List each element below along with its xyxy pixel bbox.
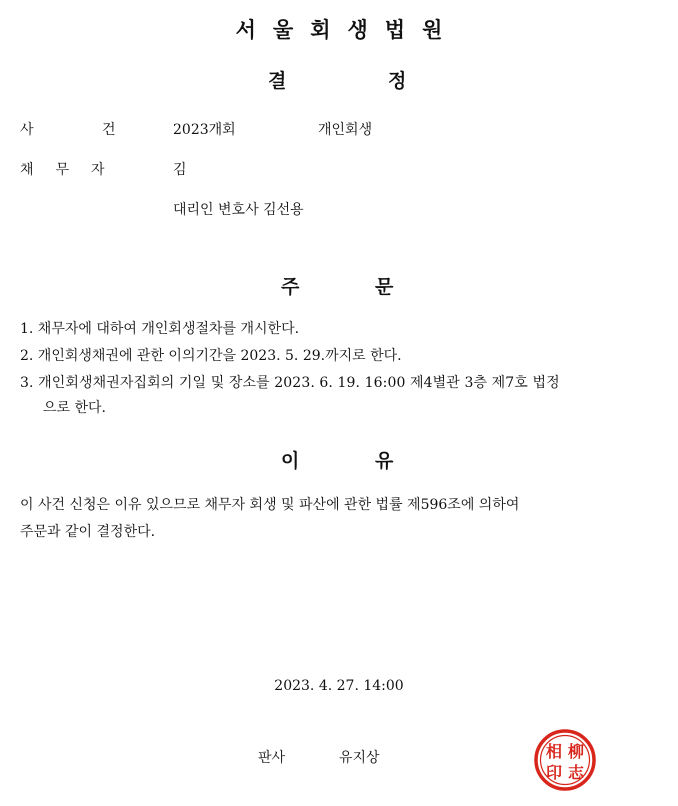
judge-name: 유지상	[339, 750, 380, 766]
order-heading-right: 문	[375, 276, 394, 298]
svg-text:相: 相	[545, 742, 563, 761]
order-item: 1. 채무자에 대하여 개인회생절차를 개시한다.	[20, 321, 300, 337]
order-heading-left: 주	[281, 276, 300, 298]
debtor-label: 채무자	[20, 162, 127, 178]
case-number: 2023개회	[173, 122, 236, 138]
seal-graphic	[533, 728, 597, 792]
svg-text:志: 志	[567, 763, 585, 782]
court-name: 서울회생법원	[235, 18, 460, 42]
order-item: 3. 개인회생채권자집회의 기일 및 장소를 2023. 6. 19. 16:00 제4별관 3층 제7호 법정	[20, 375, 560, 391]
order-item-continuation: 으로 한다.	[43, 400, 106, 416]
reason-heading-right: 유	[375, 450, 394, 472]
svg-text:印: 印	[545, 763, 563, 782]
case-label-a: 사	[20, 122, 34, 138]
doc-title-right: 정	[388, 70, 407, 92]
doc-title-left: 결	[268, 70, 287, 92]
judge-title: 판사	[258, 750, 286, 766]
debtor-name: 김	[173, 162, 187, 178]
reason-text-line1: 이 사건 신청은 이유 있으므로 채무자 회생 및 파산에 관한 법률 제596조에 의하여	[20, 497, 520, 513]
order-item: 2. 개인회생채권에 관한 이의기간을 2023. 5. 29.까지로 한다.	[20, 348, 402, 364]
debtor-agent: 대리인 변호사 김선용	[173, 202, 304, 218]
reason-text-line2: 주문과 같이 결정한다.	[20, 524, 156, 540]
svg-text:柳: 柳	[567, 742, 585, 761]
judge-seal	[533, 728, 597, 792]
reason-heading-left: 이	[281, 450, 300, 472]
case-label-b: 건	[102, 122, 116, 138]
decision-date: 2023. 4. 27. 14:00	[274, 678, 404, 694]
case-type: 개인회생	[318, 122, 373, 138]
